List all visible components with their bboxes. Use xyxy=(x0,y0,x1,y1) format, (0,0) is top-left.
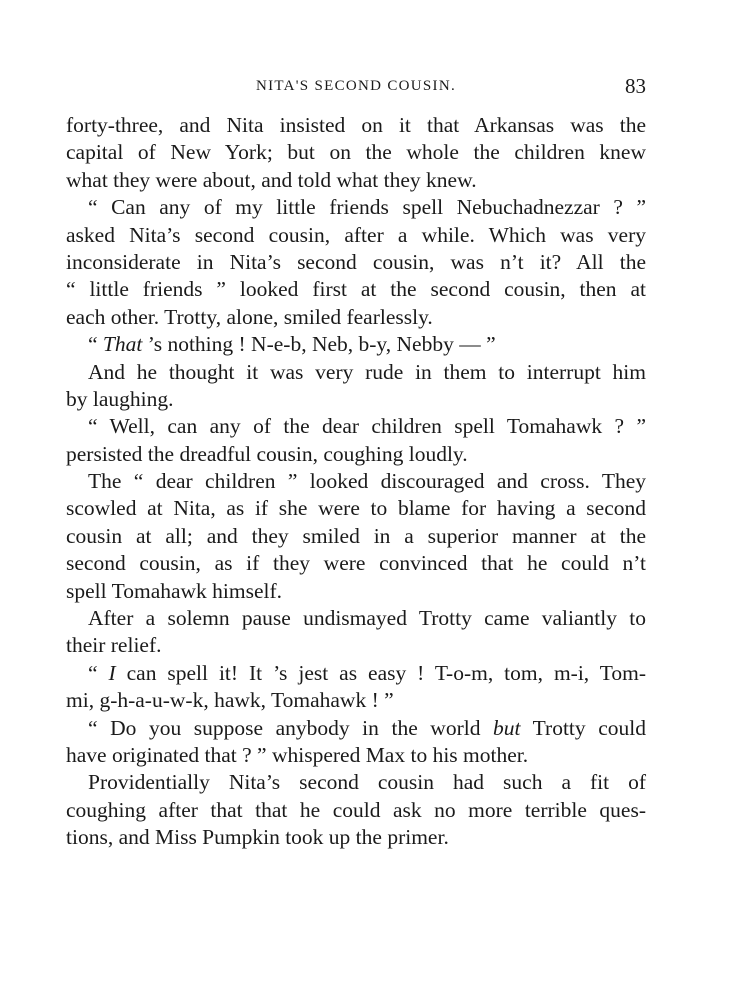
text-line: scowled at Nita, as if she were to blame for having a second xyxy=(66,496,646,521)
text-line: “ Well, can any of the dear children spell Tomahawk ? ” xyxy=(88,414,646,439)
text-line: tions, and Miss Pumpkin took up the primer. xyxy=(66,825,449,850)
text-line: Providentially Nita’s second cousin had such a fit of xyxy=(88,770,646,795)
text-line: And he thought it was very rude in them to interrupt him xyxy=(88,359,646,384)
text-line: “ Can any of my little friends spell Nebuchadnezzar ? ” xyxy=(88,195,646,220)
text-line: asked Nita’s second cousin, after a while. Which was very xyxy=(66,222,646,247)
text-line: The “ dear children ” looked discouraged and cross. They xyxy=(88,469,646,494)
text-line: After a solemn pause undismayed Trotty came valiantly to xyxy=(88,606,646,631)
text-line: second cousin, as if they were convinced that he could n’t xyxy=(66,551,646,576)
italic-word: I xyxy=(108,660,116,685)
text-line: their relief. xyxy=(66,633,162,658)
running-title: NITA'S SECOND COUSIN. xyxy=(255,78,457,94)
text-line: coughing after that that he could ask no more terrible ques- xyxy=(66,797,646,822)
line-segment: “ Do you suppose anybody in the world xyxy=(88,715,494,740)
line-segment: can spell it! It ’s jest as easy ! T-o-m, tom, m-i, Tom- xyxy=(115,660,646,685)
text-line: persisted the dreadful cousin, coughing loudly. xyxy=(66,441,468,466)
text-line xyxy=(66,331,646,358)
text-line: forty-three, and Nita insisted on it that Arkansas was the xyxy=(66,113,646,137)
text-line: each other. Trotty, alone, smiled fearlessly. xyxy=(66,304,433,329)
text-line: cousin at all; and they smiled in a superior manner at the xyxy=(66,523,646,548)
text-line xyxy=(66,660,646,687)
text-line: “ little friends ” looked first at the second cousin, then at xyxy=(66,277,646,302)
text-line: capital of New York; but on the whole the children knew xyxy=(66,140,646,165)
text-line: spell Tomahawk himself. xyxy=(66,578,283,603)
text-line: by laughing. xyxy=(66,386,174,411)
line-segment: Trotty could xyxy=(520,715,646,740)
running-head xyxy=(66,74,646,102)
text-line: have originated that ? ” whispered Max to his mother. xyxy=(66,742,529,767)
line-segment: “ xyxy=(88,660,109,685)
text-line: mi, g-h-a-u-w-k, hawk, Tomahawk ! ” xyxy=(66,688,394,713)
italic-word: That xyxy=(102,332,143,357)
page-number: 83 xyxy=(625,74,646,98)
italic-word: but xyxy=(493,715,521,740)
text-line xyxy=(66,715,646,742)
line-segment: ’s nothing ! N-e-b, Neb, b-y, Nebby — ” xyxy=(142,332,496,357)
text-line: what they were about, and told what they knew. xyxy=(66,167,477,192)
text-line: inconsiderate in Nita’s second cousin, was n’t it? All the xyxy=(66,249,646,274)
body-text xyxy=(66,112,646,852)
line-segment: “ xyxy=(88,332,103,357)
